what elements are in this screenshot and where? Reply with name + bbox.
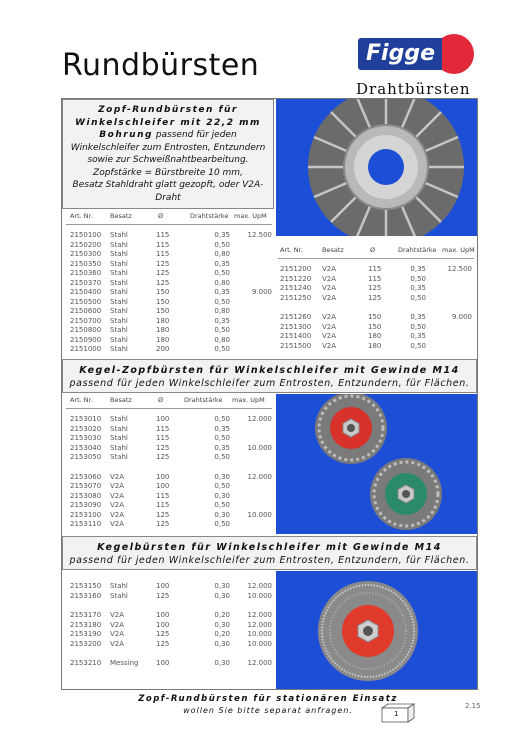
- cell-drahtstaerke: 0,50: [214, 415, 230, 423]
- cell-drahtstaerke: 0,50: [214, 434, 230, 442]
- section3-heading: Kegelbürsten für Winkelschleifer mit Gewinde M14: [97, 542, 442, 553]
- cell-besatz: V2A: [322, 332, 337, 340]
- cell-art-nr: 2153030: [70, 434, 102, 442]
- cell-art-nr: 2151200: [280, 265, 312, 273]
- col-art-nr: Art. Nr.: [280, 246, 303, 254]
- page-title: Rundbürsten: [62, 48, 260, 83]
- cell-drahtstaerke: 0,30: [214, 510, 230, 519]
- cell-diameter: 125: [368, 284, 382, 292]
- section1-table-left: [66, 212, 276, 355]
- col-max-upm: max. UpM: [442, 246, 475, 254]
- table-row: [66, 611, 276, 621]
- cell-drahtstaerke: 0,50: [410, 341, 426, 350]
- cell-besatz: V2A: [322, 341, 337, 350]
- cell-max-upm: 12.000: [247, 415, 272, 423]
- table-row: [66, 444, 276, 454]
- cell-diameter: 100: [156, 611, 170, 619]
- cell-diameter: 125: [156, 259, 170, 268]
- cell-diameter: 125: [156, 510, 170, 519]
- cell-art-nr: 2150300: [70, 250, 102, 258]
- cell-diameter: 115: [156, 424, 170, 433]
- twisted-wire-brush-icon: [276, 99, 477, 236]
- cell-max-upm: 12.500: [247, 231, 272, 239]
- cell-drahtstaerke: 0,50: [410, 274, 426, 283]
- cell-drahtstaerke: 0,30: [214, 582, 230, 590]
- cell-art-nr: 2153200: [70, 639, 102, 648]
- table-row: [66, 425, 276, 435]
- cell-besatz: Stahl: [110, 424, 128, 433]
- table-divider: [66, 408, 272, 409]
- cell-diameter: 100: [156, 582, 170, 590]
- page-number: 2.15: [465, 702, 481, 710]
- cell-art-nr: 2150200: [70, 240, 102, 249]
- section1-right-rows-a: [278, 265, 476, 303]
- cell-max-upm: 12.000: [247, 620, 272, 629]
- cell-diameter: 115: [156, 240, 170, 249]
- table-row: [66, 592, 276, 602]
- section3-table: [66, 582, 276, 669]
- table-row: [66, 241, 276, 251]
- table-row: [278, 313, 476, 323]
- cell-art-nr: 2153100: [70, 510, 102, 519]
- cell-art-nr: 2153040: [70, 443, 102, 452]
- box-icon: [378, 702, 416, 724]
- cell-drahtstaerke: 0,80: [214, 335, 230, 344]
- cell-art-nr: 2150500: [70, 297, 102, 306]
- cell-besatz: Stahl: [110, 453, 128, 461]
- table-row: [66, 231, 276, 241]
- col-art-nr: Art. Nr.: [70, 212, 93, 220]
- table-row: [278, 275, 476, 285]
- table-row: [278, 294, 476, 304]
- col-besatz: Besatz: [110, 212, 132, 220]
- table-row: [66, 453, 276, 463]
- cell-besatz: V2A: [110, 611, 125, 619]
- cell-diameter: 150: [368, 322, 382, 331]
- section1-rows: [66, 231, 276, 355]
- cell-drahtstaerke: 0,80: [214, 278, 230, 287]
- cell-diameter: 125: [156, 443, 170, 452]
- cell-diameter: 125: [156, 630, 170, 638]
- cell-besatz: V2A: [110, 510, 125, 519]
- cell-besatz: Stahl: [110, 297, 128, 306]
- brush-photo-panel-2: [276, 394, 477, 534]
- cell-max-upm: 12.500: [447, 265, 472, 273]
- col-drahtstaerke: Drahtstärke: [398, 246, 437, 254]
- table-row: [66, 307, 276, 317]
- knot-cone-brush-icon: [276, 394, 477, 534]
- cell-drahtstaerke: 0,50: [410, 293, 426, 302]
- cell-besatz: Stahl: [110, 269, 128, 277]
- cell-diameter: 125: [368, 293, 382, 302]
- table-row: [66, 415, 276, 425]
- cell-art-nr: 2153110: [70, 520, 102, 528]
- cell-besatz: Messing: [110, 659, 139, 667]
- section2-rows-b: [66, 473, 276, 530]
- cell-drahtstaerke: 0,20: [214, 630, 230, 638]
- cell-besatz: V2A: [110, 620, 125, 629]
- cell-drahtstaerke: 0,50: [214, 345, 230, 353]
- cell-diameter: 100: [156, 415, 170, 423]
- cell-drahtstaerke: 0,20: [214, 611, 230, 619]
- table-row: [66, 482, 276, 492]
- col-drahtstaerke: Drahtstärke: [184, 396, 223, 404]
- cell-besatz: V2A: [110, 482, 125, 490]
- table-row: [66, 640, 276, 650]
- cell-art-nr: 2150900: [70, 335, 102, 344]
- cell-art-nr: 2153210: [70, 659, 102, 667]
- table-row: [66, 434, 276, 444]
- cell-diameter: 125: [156, 591, 170, 600]
- section2-rows-a: [66, 415, 276, 463]
- brush-photo-panel-1: [276, 99, 477, 236]
- section2-heading-box: [62, 359, 477, 393]
- cell-drahtstaerke: 0,30: [214, 591, 230, 600]
- table-row: [66, 336, 276, 346]
- cell-besatz: Stahl: [110, 316, 128, 325]
- section3-rows-a: [66, 582, 276, 601]
- table-row: [66, 250, 276, 260]
- cell-max-upm: 10.000: [247, 443, 272, 452]
- cell-art-nr: 2153010: [70, 415, 102, 423]
- section2-table: [66, 396, 276, 530]
- cell-diameter: 115: [156, 501, 170, 509]
- cell-art-nr: 2150600: [70, 307, 102, 315]
- cell-art-nr: 2153180: [70, 620, 102, 629]
- cell-drahtstaerke: 0,50: [214, 240, 230, 249]
- cell-drahtstaerke: 0,80: [214, 307, 230, 315]
- cell-max-upm: 10.000: [247, 591, 272, 600]
- cell-max-upm: 12.000: [247, 611, 272, 619]
- cell-art-nr: 2151400: [280, 332, 312, 340]
- table-row: [66, 520, 276, 530]
- cell-diameter: 100: [156, 659, 170, 667]
- col-diameter: Ø: [158, 212, 164, 220]
- table-row: [66, 326, 276, 336]
- cell-art-nr: 2151500: [280, 341, 312, 350]
- col-max-upm: max. UpM: [234, 212, 267, 220]
- cell-besatz: Stahl: [110, 443, 128, 452]
- cell-besatz: V2A: [110, 501, 125, 509]
- cell-drahtstaerke: 0,50: [214, 482, 230, 490]
- cell-art-nr: 2150700: [70, 316, 102, 325]
- cell-diameter: 125: [156, 520, 170, 528]
- table-row: [66, 345, 276, 355]
- table-row: [66, 621, 276, 631]
- table-row: [278, 342, 476, 352]
- cell-besatz: Stahl: [110, 231, 128, 239]
- cell-besatz: Stahl: [110, 240, 128, 249]
- cell-besatz: Stahl: [110, 259, 128, 268]
- cell-besatz: V2A: [110, 472, 125, 481]
- cell-diameter: 180: [156, 335, 170, 344]
- cell-besatz: V2A: [110, 630, 125, 638]
- cell-besatz: Stahl: [110, 278, 128, 287]
- col-besatz: Besatz: [110, 396, 132, 404]
- table-row: [66, 511, 276, 521]
- footer-title: Zopf-Rundbürsten für stationären Einsatz: [138, 694, 398, 704]
- cell-besatz: V2A: [322, 313, 337, 321]
- brush-photo-panel-3: [276, 571, 477, 689]
- cell-besatz: Stahl: [110, 434, 128, 442]
- table-row: [66, 298, 276, 308]
- cell-drahtstaerke: 0,50: [410, 322, 426, 331]
- section3-rows-c: [66, 659, 276, 669]
- section2-heading: Kegel-Zopfbürsten für Winkelschleifer mit Gewinde M14: [79, 365, 460, 376]
- cell-drahtstaerke: 0,35: [410, 284, 426, 292]
- cell-max-upm: 10.000: [247, 630, 272, 638]
- box-label: 1: [394, 710, 399, 718]
- cell-art-nr: 2150400: [70, 288, 102, 296]
- section1-line2: Zopfstärke = Bürstbreite 10 mm,: [93, 167, 243, 178]
- crimped-cone-brush-icon: [276, 571, 477, 689]
- cell-diameter: 180: [156, 316, 170, 325]
- cell-drahtstaerke: 0,50: [214, 269, 230, 277]
- cell-art-nr: 2150100: [70, 231, 102, 239]
- cell-drahtstaerke: 0,50: [214, 326, 230, 334]
- cell-art-nr: 2153090: [70, 501, 102, 509]
- cell-drahtstaerke: 0,35: [214, 259, 230, 268]
- cell-art-nr: 2150360: [70, 269, 102, 277]
- cell-drahtstaerke: 0,50: [214, 520, 230, 528]
- table-row: [66, 582, 276, 592]
- table-row: [66, 659, 276, 669]
- section3-subheading: passend für jeden Winkelschleifer zum Entrosten, Entzundern, für Flächen.: [69, 555, 470, 566]
- cell-diameter: 100: [156, 482, 170, 490]
- cell-art-nr: 2153020: [70, 424, 102, 433]
- cell-max-upm: 10.000: [247, 510, 272, 519]
- cell-diameter: 115: [156, 491, 170, 500]
- cell-diameter: 100: [156, 620, 170, 629]
- cell-art-nr: 2153190: [70, 630, 102, 638]
- table-row: [278, 265, 476, 275]
- cell-besatz: V2A: [322, 322, 337, 331]
- cell-drahtstaerke: 0,30: [214, 659, 230, 667]
- cell-drahtstaerke: 0,35: [214, 424, 230, 433]
- cell-diameter: 180: [368, 332, 382, 340]
- cell-max-upm: 12.000: [247, 659, 272, 667]
- cell-art-nr: 2151220: [280, 274, 312, 283]
- cell-diameter: 115: [156, 434, 170, 442]
- cell-diameter: 180: [368, 341, 382, 350]
- table-row: [66, 473, 276, 483]
- cell-drahtstaerke: 0,30: [214, 639, 230, 648]
- table-divider: [278, 258, 474, 259]
- cell-drahtstaerke: 0,30: [214, 472, 230, 481]
- cell-art-nr: 2153170: [70, 611, 102, 619]
- cell-max-upm: 12.000: [247, 472, 272, 481]
- cell-diameter: 180: [156, 326, 170, 334]
- section1-table-right: [278, 246, 476, 351]
- cell-art-nr: 2151240: [280, 284, 312, 292]
- table-row: [66, 317, 276, 327]
- table-row: [66, 501, 276, 511]
- cell-drahtstaerke: 0,35: [214, 288, 230, 296]
- cell-drahtstaerke: 0,50: [214, 501, 230, 509]
- cell-diameter: 125: [156, 278, 170, 287]
- cell-diameter: 150: [156, 297, 170, 306]
- cell-besatz: V2A: [322, 293, 337, 302]
- table-row: [66, 288, 276, 298]
- section1-line3: Besatz Stahldraht glatt gezopft, oder V2A-Draht: [72, 180, 264, 203]
- cell-diameter: 115: [156, 231, 170, 239]
- cell-max-upm: 10.000: [247, 639, 272, 648]
- cell-besatz: Stahl: [110, 415, 128, 423]
- cell-besatz: Stahl: [110, 591, 128, 600]
- cell-drahtstaerke: 0,50: [214, 453, 230, 461]
- cell-besatz: V2A: [110, 520, 125, 528]
- cell-max-upm: 12.000: [247, 582, 272, 590]
- cell-besatz: Stahl: [110, 288, 128, 296]
- table-row: [66, 279, 276, 289]
- cell-drahtstaerke: 0,35: [410, 313, 426, 321]
- col-diameter: Ø: [158, 396, 164, 404]
- section2-subheading: passend für jeden Winkelschleifer zum Entrosten, Entzundern, für Flächen.: [69, 378, 470, 389]
- cell-diameter: 200: [156, 345, 170, 353]
- cell-besatz: V2A: [322, 265, 337, 273]
- cell-besatz: V2A: [110, 491, 125, 500]
- table-row: [278, 332, 476, 342]
- col-max-upm: max. UpM: [232, 396, 265, 404]
- table-row: [278, 284, 476, 294]
- brand-name: Figge: [358, 38, 442, 70]
- cell-besatz: V2A: [322, 284, 337, 292]
- cell-diameter: 125: [156, 269, 170, 277]
- cell-besatz: Stahl: [110, 335, 128, 344]
- table-row: [66, 269, 276, 279]
- cell-art-nr: 2151300: [280, 322, 312, 331]
- section1-heading-box: [62, 99, 274, 209]
- cell-diameter: 115: [368, 274, 382, 283]
- cell-max-upm: 9.000: [251, 288, 272, 296]
- cell-diameter: 100: [156, 472, 170, 481]
- cell-diameter: 115: [156, 250, 170, 258]
- table-divider: [66, 224, 272, 225]
- cell-art-nr: 2153070: [70, 482, 102, 490]
- brand-subtitle: Drahtbürsten: [356, 80, 471, 98]
- section1-heading-bold: Zopf-Rundbürsten für Winkelschleifer mit 22,2 mm Bohrung: [75, 105, 261, 140]
- cell-besatz: V2A: [110, 639, 125, 648]
- cell-drahtstaerke: 0,35: [214, 231, 230, 239]
- cell-besatz: Stahl: [110, 326, 128, 334]
- cell-drahtstaerke: 0,50: [214, 297, 230, 306]
- cell-besatz: Stahl: [110, 582, 128, 590]
- cell-diameter: 115: [368, 265, 382, 273]
- col-drahtstaerke: Drahtstärke: [190, 212, 229, 220]
- table-row: [278, 323, 476, 333]
- cell-art-nr: 2150350: [70, 259, 102, 268]
- cell-besatz: Stahl: [110, 250, 128, 258]
- cell-diameter: 150: [156, 288, 170, 296]
- cell-art-nr: 2151260: [280, 313, 312, 321]
- table-row: [66, 630, 276, 640]
- cell-art-nr: 2153080: [70, 491, 102, 500]
- section3-rows-b: [66, 611, 276, 649]
- cell-art-nr: 2153050: [70, 453, 102, 461]
- cell-drahtstaerke: 0,30: [214, 491, 230, 500]
- col-besatz: Besatz: [322, 246, 344, 254]
- cell-besatz: Stahl: [110, 345, 128, 353]
- cell-diameter: 150: [156, 307, 170, 315]
- cell-art-nr: 2151250: [280, 293, 312, 302]
- section1-right-rows-b: [278, 313, 476, 351]
- section1-heading-rest: passend für jeden Winkelschleifer zum Entrosten, Entzundern sowie zur Schweißnahtbearbeitung.: [70, 130, 266, 165]
- col-diameter: Ø: [370, 246, 376, 254]
- cell-art-nr: 2153150: [70, 582, 102, 590]
- cell-drahtstaerke: 0,30: [214, 620, 230, 629]
- cell-besatz: V2A: [322, 274, 337, 283]
- table-row: [66, 492, 276, 502]
- cell-art-nr: 2150370: [70, 278, 102, 287]
- cell-diameter: 150: [368, 313, 382, 321]
- cell-drahtstaerke: 0,35: [410, 332, 426, 340]
- cell-drahtstaerke: 0,35: [410, 265, 426, 273]
- table-row: [66, 260, 276, 270]
- brand-logo: [358, 36, 474, 74]
- cell-diameter: 125: [156, 453, 170, 461]
- cell-art-nr: 2153160: [70, 591, 102, 600]
- cell-besatz: Stahl: [110, 307, 128, 315]
- footer-subtitle: wollen Sie bitte separat anfragen.: [183, 706, 353, 715]
- cell-drahtstaerke: 0,80: [214, 250, 230, 258]
- cell-art-nr: 2153060: [70, 472, 102, 481]
- section3-heading-box: [62, 536, 477, 570]
- cell-diameter: 125: [156, 639, 170, 648]
- cell-max-upm: 9.000: [451, 313, 472, 321]
- col-art-nr: Art. Nr.: [70, 396, 93, 404]
- cell-drahtstaerke: 0,35: [214, 316, 230, 325]
- cell-art-nr: 2151000: [70, 345, 102, 353]
- cell-drahtstaerke: 0,35: [214, 443, 230, 452]
- cell-art-nr: 2150800: [70, 326, 102, 334]
